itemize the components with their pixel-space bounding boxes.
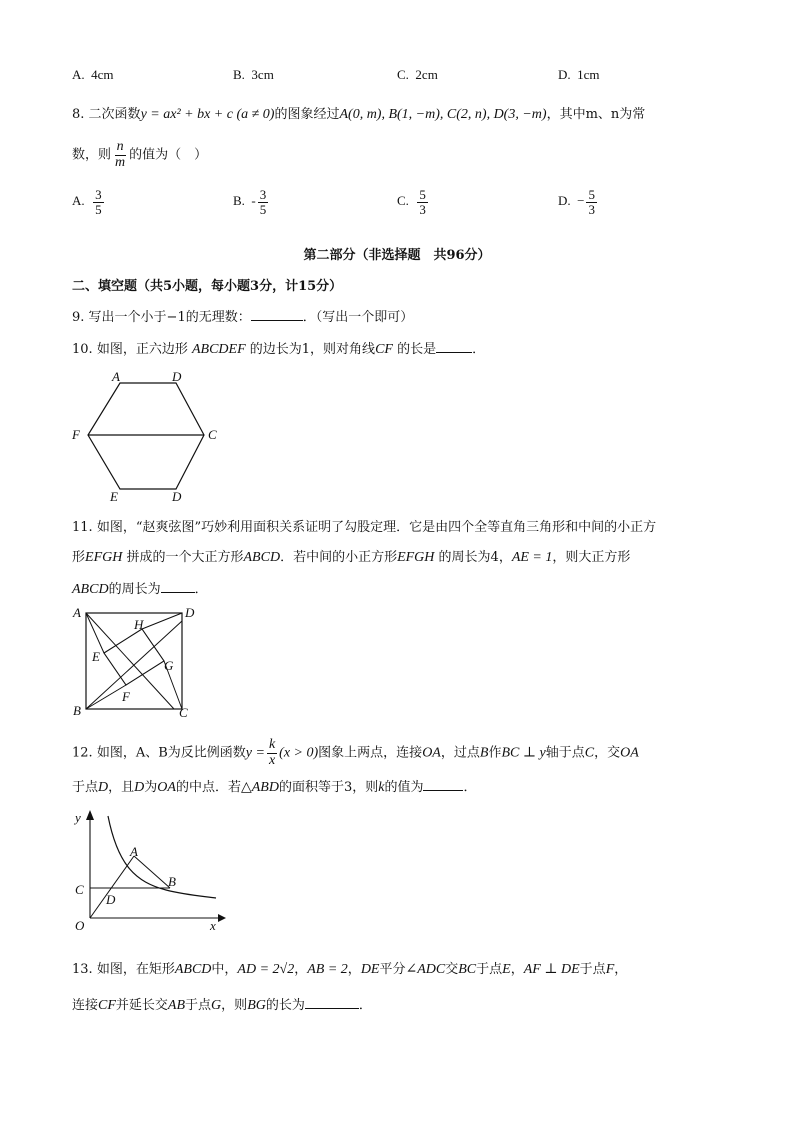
- q10: 10. 如图，正六边形 ABCDEF 的边长为1，则对角线CF 的长是 ．: [72, 342, 486, 357]
- q10-answer-blank[interactable]: [436, 340, 472, 353]
- zhaoshuang-figure: [66, 603, 206, 719]
- sq-label-d: D: [185, 605, 195, 620]
- hex-label-d-top: D: [172, 369, 182, 384]
- inverse-function-graph: [66, 806, 236, 934]
- q11-line2: 形EFGH 拼成的一个大正方形ABCD．若中间的小正方形EFGH 的周长为4，AE = 1，则大正方形: [72, 550, 631, 565]
- graph-label-a: A: [130, 844, 138, 859]
- q13-line1: 13. 如图，在矩形ABCD中，AD = 2√2，AB = 2，DE平分∠ADC交BC于点E，AF ⊥ DE于点F，: [72, 962, 628, 977]
- q7-option-c: C. 2cm: [397, 67, 438, 82]
- q7-option-b: B. 3cm: [233, 67, 274, 82]
- graph-label-c: C: [75, 882, 84, 897]
- hyperbola-curve: [108, 816, 216, 898]
- q11-answer-blank[interactable]: [161, 580, 195, 593]
- graph-label-b: B: [168, 874, 176, 889]
- inner-square: [104, 629, 164, 685]
- hex-label-a: A: [112, 369, 120, 384]
- sq-label-h: H: [134, 617, 144, 632]
- q8-option-a: A. $\frac{3}{5}$: [72, 187, 102, 217]
- q8-option-b: B. - $\frac{3}{5}$: [233, 187, 267, 217]
- q12-line1: 12. 如图，A、B为反比例函数y = $\frac{k}{x}$ (x > 0)图象上两点，连接OA，过点B作BC ⊥ y轴于点C，交OA: [72, 737, 639, 768]
- segment-oa: [90, 856, 134, 918]
- graph-label-x: x: [210, 918, 216, 933]
- graph-label-d: D: [106, 892, 116, 907]
- q7-option-a: A. 4cm: [72, 67, 114, 82]
- hex-label-c: C: [208, 427, 217, 442]
- segment-ab: [134, 856, 170, 888]
- q12-line2: 于点D，且D为OA的中点．若△ABD的面积等于3，则k的值为 ．: [72, 780, 477, 795]
- q9-answer-blank[interactable]: [251, 308, 303, 321]
- graph-label-o: O: [75, 918, 85, 933]
- hexagon-shape: [88, 383, 204, 489]
- sq-label-c: C: [179, 705, 188, 719]
- q11-line3: ABCD的周长为 ．: [72, 582, 208, 597]
- graph-label-y: y: [75, 810, 81, 825]
- q8-line1: 8. 二次函数y = ax² + bx + c (a ≠ 0)的图象经过A(0, m), B(1, −m), C(2, n), D(3, −m)，其中m、n为常: [72, 107, 646, 122]
- y-axis-arrow: [86, 810, 94, 820]
- hexagon-figure: [66, 365, 226, 505]
- sq-label-g: G: [164, 658, 174, 673]
- q13-answer-blank[interactable]: [305, 996, 359, 1009]
- q7-option-d: D. 1cm: [558, 67, 600, 82]
- sq-label-b: B: [73, 703, 81, 718]
- x-axis-arrow: [218, 914, 226, 922]
- q13-line2: 连接CF并延长交AB于点G，则BG的长为 ．: [72, 998, 372, 1013]
- q8-line2: 数，则 $\frac{n}{m}$ 的值为（ ）: [72, 139, 208, 170]
- sq-label-f: F: [122, 689, 130, 704]
- q9: 9. 写出一个小于−1的无理数： ．（写出一个即可）: [72, 310, 414, 325]
- hex-label-d-bottom: D: [172, 489, 182, 504]
- section2-title: 二、填空题（共5小题，每小题3分，计15分）: [72, 279, 343, 294]
- part2-title: 第二部分（非选择题 共96分）: [303, 248, 491, 263]
- hex-label-e: E: [110, 489, 118, 504]
- sq-label-a: A: [73, 605, 81, 620]
- q8-option-c: C. $\frac{5}{3}$: [397, 187, 426, 217]
- q8-option-d: D. − $\frac{5}{3}$: [558, 187, 595, 217]
- sq-label-e: E: [92, 649, 100, 664]
- q11-line1: 11. 如图，“赵爽弦图”巧妙利用面积关系证明了勾股定理．它是由四个全等直角三角形和中间的小正方: [72, 520, 657, 535]
- hex-label-f: F: [72, 427, 80, 442]
- q12-answer-blank[interactable]: [423, 778, 463, 791]
